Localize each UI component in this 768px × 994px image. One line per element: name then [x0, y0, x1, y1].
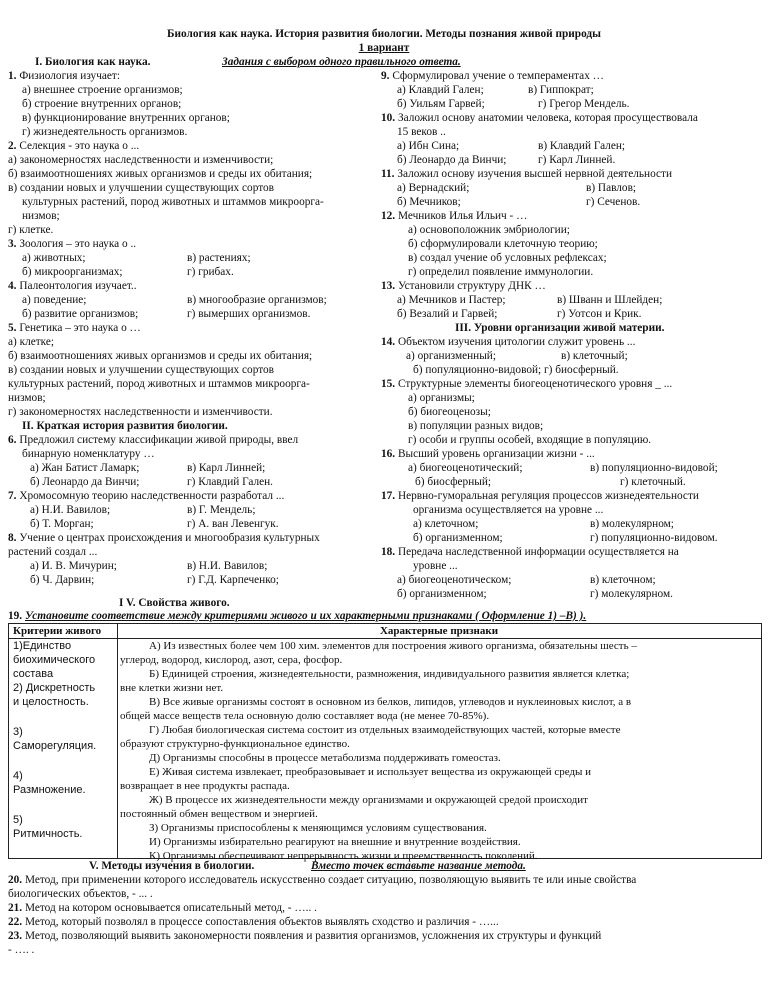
q16-option-a: а) биогеоценотический;: [408, 462, 523, 474]
q12-option-c: в) создал учение об условных рефлексах;: [408, 252, 607, 264]
q1-question: 1. Физиология изучает:: [8, 70, 120, 82]
feature-v: В) Все живые организмы состоят в основном из белков, липидов, углеводов и нуклеиновых кислот, а в: [149, 696, 632, 708]
q8-option-c: в) Н.И. Вавилов;: [187, 560, 268, 572]
criterion-4-line2: Размножение.: [13, 784, 86, 796]
q11-option-d: г) Сеченов.: [586, 196, 641, 208]
q2-option-a: а) закономерностях наследственности и изменчивости;: [8, 154, 274, 166]
q10-question: 10. Заложил основу анатомии человека, которая просуществовала: [381, 112, 698, 124]
q21-line1: 21. Метод на котором основывается описательный метод, - ….. .: [8, 902, 317, 914]
feature-k: К) Организмы обеспечивают непрерывность жизни и преемственность поколений.: [149, 850, 538, 862]
q20-line1: 20. Метод, при применении которого исследователь искусственно создает ситуацию, позволяющую выявить те или иные свойства: [8, 874, 637, 886]
q5-option-c-cont: культурных растений, пород животных и штаммов микроорга-: [8, 378, 310, 390]
feature-z: З) Организмы приспособлены к меняющимся условиям существования.: [149, 822, 487, 834]
q5-option-c: в) создании новых и улучшении существующих сортов: [8, 364, 274, 376]
section-3-heading: III. Уровни организации живой материи.: [455, 322, 665, 334]
q13-option-a: а) Мечников и Пастер;: [397, 294, 506, 306]
q7-option-b: в) Г. Мендель;: [187, 504, 256, 516]
table-header-criteria: Критерии живого: [13, 625, 102, 637]
q7-question: 7. Хромосомную теорию наследственности разработал ...: [8, 490, 285, 502]
q5-option-a: а) клетке;: [8, 336, 55, 348]
q3-question: 3. Зоология – это наука о ..: [8, 238, 137, 250]
q18-option-c: в) клеточном;: [590, 574, 656, 586]
q6-question-cont: бинарную номенклатуру …: [22, 448, 155, 460]
q14-option-c: в) клеточный;: [561, 350, 628, 362]
q5-option-b: б) взаимоотношениях живых организмов и среды их обитания;: [8, 350, 313, 362]
q22-line1: 22. Метод, который позволял в процессе сопоставления объектов выявлять сходство и различия - …...: [8, 916, 499, 928]
section-1-heading: I. Биология как наука.: [35, 56, 151, 68]
q6-option-d: г) Клавдий Гален.: [187, 476, 274, 488]
q1-option-d: г) жизнедеятельность организмов.: [22, 126, 188, 138]
q17-question-cont: организма осуществляется на уровне ...: [413, 504, 604, 516]
feature-a: А) Из известных более чем 100 хим. элементов для построения живого организма, обязательны шесть –: [149, 640, 637, 652]
q17-option-c: в) молекулярном;: [590, 518, 674, 530]
q19-question: 19. Установите соответствие между критериями живого и их характерными признаками ( Оформление 1) –В) ).: [8, 610, 587, 622]
q20-line2: биологических объектов, - ... .: [8, 888, 153, 900]
section-4-heading: I V. Свойства живого.: [119, 597, 230, 609]
criterion-2-line2: и целостность.: [13, 696, 89, 708]
q4-question: 4. Палеонтология изучает..: [8, 280, 137, 292]
q8-option-a: а) И. В. Мичурин;: [30, 560, 117, 572]
q10-option-c: в) Клавдий Гален;: [538, 140, 626, 152]
q2-option-d: г) клетке.: [8, 224, 54, 236]
q17-question: 17. Нервно-гуморальная регуляция процессов жизнедеятельности: [381, 490, 699, 502]
q3-option-a: а) животных;: [22, 252, 86, 264]
section-5-heading: V. Методы изучения в биологии.: [89, 860, 255, 872]
q13-option-c: в) Шванн и Шлейден;: [557, 294, 663, 306]
q12-option-b: б) сформулировали клеточную теорию;: [408, 238, 598, 250]
q11-option-b: б) Мечников;: [397, 196, 461, 208]
q12-question: 12. Мечников Илья Ильич - …: [381, 210, 528, 222]
feature-b-cont: вне клетки жизни нет.: [120, 682, 224, 694]
q9-option-c: в) Гиппократ;: [528, 84, 594, 96]
q15-option-b: б) биогеоценозы;: [408, 406, 491, 418]
q5-option-c-cont2: низмов;: [8, 392, 46, 404]
q5-option-d: г) закономерностях наследственности и изменчивости.: [8, 406, 273, 418]
q9-option-a: а) Клавдий Гален;: [397, 84, 484, 96]
q13-option-d: г) Уотсон и Крик.: [557, 308, 642, 320]
q13-question: 13. Установили структуру ДНК …: [381, 280, 546, 292]
criterion-5-line1: 5): [13, 814, 23, 826]
criterion-1-line1: 1)Единство: [13, 640, 72, 652]
q10-option-a: а) Ибн Сина;: [397, 140, 460, 152]
criterion-5-line2: Ритмичность.: [13, 828, 83, 840]
q18-question: 18. Передача наследственной информации осуществляется на: [381, 546, 679, 558]
criterion-3-line1: 3): [13, 726, 23, 738]
q18-option-d: г) молекулярном.: [590, 588, 673, 600]
q16-question: 16. Высший уровень организации жизни - ...: [381, 448, 595, 460]
criterion-4-line1: 4): [13, 770, 23, 782]
q16-option-d: г) клеточный.: [620, 476, 686, 488]
criterion-3-line2: Саморегуляция.: [13, 740, 97, 752]
feature-d: Д) Организмы способны в процессе метаболизма поддерживать гомеостаз.: [149, 752, 501, 764]
q1-option-a: а) внешнее строение организмов;: [22, 84, 183, 96]
q4-option-c: в) многообразие организмов;: [187, 294, 327, 306]
q1-option-b: б) строение внутренних органов;: [22, 98, 182, 110]
q5-question: 5. Генетика – это наука о …: [8, 322, 141, 334]
criterion-1-line3: состава: [13, 668, 54, 680]
q17-option-a: а) клеточном;: [413, 518, 479, 530]
q16-option-b: б) биосферный;: [415, 476, 492, 488]
q18-question-cont: уровне ...: [413, 560, 458, 572]
q14-option-a: а) организменный;: [406, 350, 496, 362]
q6-option-b: б) Леонардо да Винчи;: [30, 476, 140, 488]
q11-option-c: в) Павлов;: [586, 182, 637, 194]
q8-option-b: б) Ч. Дарвин;: [30, 574, 95, 586]
q7-option-d: г) А. ван Левенгук.: [187, 518, 279, 530]
table-divider: [117, 624, 118, 858]
table-header-features: Характерные признаки: [379, 625, 499, 637]
q3-option-b: б) микроорганизмах;: [22, 266, 123, 278]
q14-option-bd: б) популяционно-видовой; г) биосферный.: [413, 364, 619, 376]
q2-option-c-cont2: низмов;: [22, 210, 60, 222]
q3-option-c: в) растениях;: [187, 252, 251, 264]
q8-question-cont: растений создал ...: [8, 546, 98, 558]
criterion-1-line2: биохимического: [13, 654, 96, 666]
q18-option-a: а) биогеоценотическом;: [397, 574, 512, 586]
q15-question: 15. Структурные элементы биогеоценотического уровня _ ...: [381, 378, 673, 390]
q15-option-a: а) организмы;: [408, 392, 475, 404]
q6-option-a: а) Жан Батист Ламарк;: [30, 462, 140, 474]
q10-option-b: б) Леонардо да Винчи;: [397, 154, 507, 166]
q11-option-a: а) Вернадский;: [397, 182, 470, 194]
q9-option-b: б) Уильям Гарвей;: [397, 98, 485, 110]
q9-question: 9. Сформулировал учение о темпераментах …: [381, 70, 604, 82]
q17-option-d: г) популяционно-видовом.: [590, 532, 718, 544]
q6-question: 6. Предложил систему классификации живой природы, ввел: [8, 434, 299, 446]
q4-option-d: г) вымерших организмов.: [187, 308, 311, 320]
q10-option-d: г) Карл Линней.: [538, 154, 616, 166]
q2-option-c: в) создании новых и улучшении существующих сортов: [8, 182, 274, 194]
feature-zh-cont: постоянный обмен веществом и энергией.: [120, 808, 318, 820]
q7-option-a: а) Н.И. Вавилов;: [30, 504, 111, 516]
q7-option-c: б) Т. Морган;: [30, 518, 94, 530]
q3-option-d: г) грибах.: [187, 266, 234, 278]
q1-option-c: в) функционирование внутренних органов;: [22, 112, 230, 124]
feature-zh: Ж) В процессе их жизнедеятельности между организмами и окружающей средой происходит: [149, 794, 588, 806]
q4-option-a: а) поведение;: [22, 294, 87, 306]
feature-a-cont: углерод, водород, кислород, азот, сера, фосфор.: [120, 654, 343, 666]
q8-question: 8. Учение о центрах происхождения и многообразия культурных: [8, 532, 320, 544]
q11-question: 11. Заложил основу изучения высшей нервной деятельности: [381, 168, 672, 180]
feature-e-cont: возвращает в нее продукты распада.: [120, 780, 290, 792]
section-2-heading: II. Краткая история развития биологии.: [22, 420, 228, 432]
variant-label: 1 вариант: [358, 42, 410, 54]
feature-b: Б) Единицей строения, жизнедеятельности, размножения, индивидуального развития является клетка;: [149, 668, 630, 680]
q9-option-d: г) Грегор Мендель.: [538, 98, 630, 110]
q17-option-b: б) организменном;: [413, 532, 503, 544]
section-1-task: Задания с выбором одного правильного ответа.: [222, 56, 461, 68]
criterion-2-line1: 2) Дискретность: [13, 682, 96, 694]
feature-i: И) Организмы избирательно реагируют на внешние и внутренние воздействия.: [149, 836, 521, 848]
q8-option-d: г) Г.Д. Карпеченко;: [187, 574, 279, 586]
q13-option-b: б) Везалий и Гарвей;: [397, 308, 498, 320]
feature-e: Е) Живая система извлекает, преобразовывает и использует вещества из окружающей среды и: [149, 766, 592, 778]
q18-option-b: б) организменном;: [397, 588, 487, 600]
q23-line1: 23. Метод, позволяющий выявить закономерности появления и развития организмов, усложнения их структуры и функций: [8, 930, 602, 942]
q15-option-d: г) особи и группы особей, входящие в популяцию.: [408, 434, 652, 446]
criteria-table: [8, 623, 762, 862]
q2-question: 2. Селекция - это наука о ...: [8, 140, 140, 152]
q6-option-c: в) Карл Линней;: [187, 462, 266, 474]
q15-option-c: в) популяции разных видов;: [408, 420, 544, 432]
q23-line2: - …. .: [8, 944, 35, 956]
feature-v-cont: общей массе веществ тела основную долю составляет вода (не менее 70-85%).: [120, 710, 490, 722]
q12-option-d: г) определил появление иммунологии.: [408, 266, 594, 278]
q16-option-c: в) популяционно-видовой;: [590, 462, 718, 474]
q12-option-a: а) основоположник эмбриологии;: [408, 224, 570, 236]
feature-g-cont: образуют структурно-функциональное единство.: [120, 738, 350, 750]
q4-option-b: б) развитие организмов;: [22, 308, 139, 320]
q14-question: 14. Объектом изучения цитологии служит уровень ...: [381, 336, 636, 348]
page-title: Биология как наука. История развития биологии. Методы познания живой природы: [167, 28, 601, 40]
q2-option-b: б) взаимоотношениях живых организмов и среды их обитания;: [8, 168, 313, 180]
section-5-task: Вместо точек вставьте название метода.: [311, 860, 526, 872]
q2-option-c-cont: культурных растений, пород животных и штаммов микроорга-: [22, 196, 324, 208]
q10-question-cont: 15 веков ..: [397, 126, 446, 138]
feature-g: Г) Любая биологическая система состоит из отдельных взаимодействующих частей, которые вместе: [149, 724, 621, 736]
